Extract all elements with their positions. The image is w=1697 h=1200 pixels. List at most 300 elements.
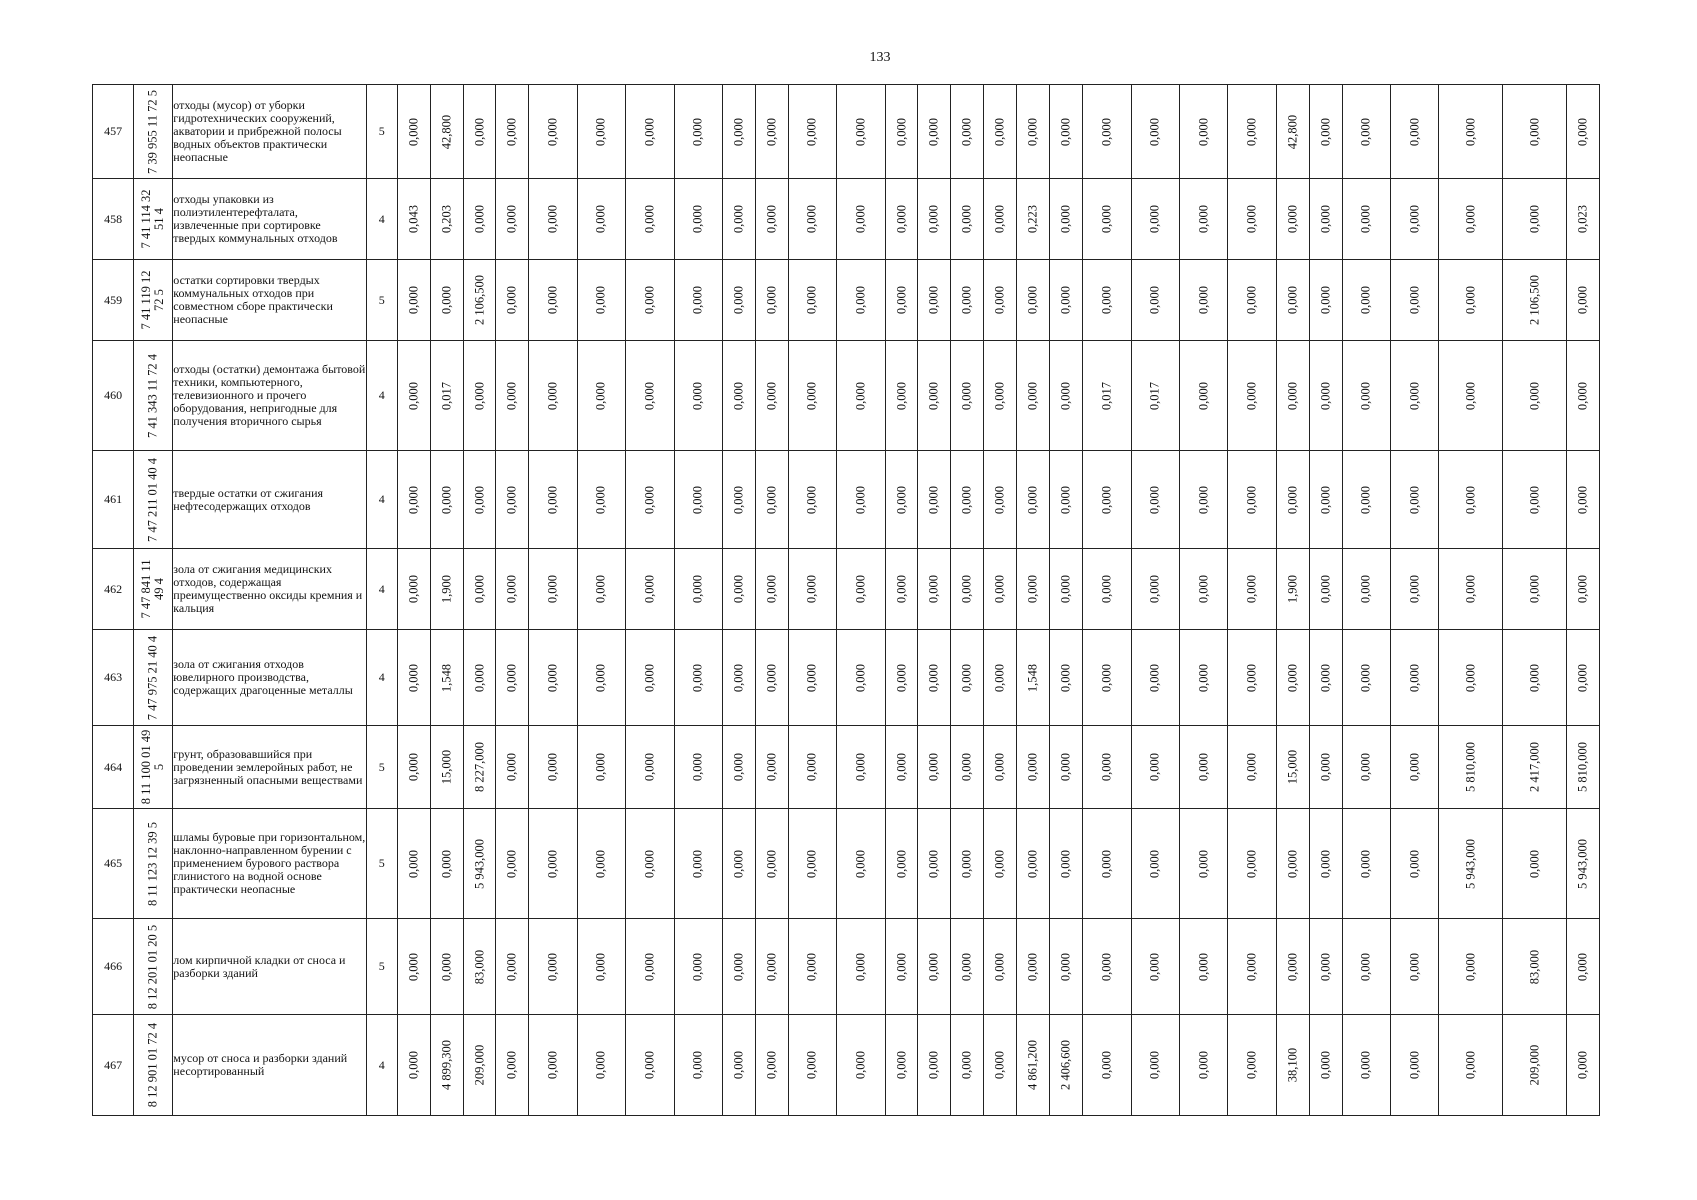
- value-cell: [1179, 179, 1227, 260]
- value-cell: [529, 549, 577, 630]
- value-cell: [1503, 451, 1567, 549]
- value-cell: [837, 1015, 885, 1116]
- value-text: 0,017: [1099, 381, 1114, 410]
- value-cell: [1131, 179, 1179, 260]
- waste-code: 8 11 123 12 39 5: [145, 821, 160, 906]
- value-text: 0,000: [1099, 574, 1114, 604]
- value-text: 0,000: [1318, 285, 1333, 315]
- value-text: 0,000: [959, 1050, 974, 1080]
- value-text: 0,000: [1244, 952, 1259, 981]
- value-cell: [577, 260, 625, 341]
- value-text: 0,000: [1358, 574, 1373, 604]
- value-cell: [885, 1015, 918, 1116]
- value-cell: [1017, 341, 1050, 451]
- value-cell: [674, 549, 722, 630]
- value-text: 0,000: [959, 952, 974, 981]
- value-cell: [1228, 1015, 1276, 1116]
- row-number: 462: [93, 549, 134, 630]
- value-text: 209,000: [1527, 1044, 1542, 1086]
- value-text: 0,000: [1358, 285, 1373, 315]
- value-text: 0,000: [593, 485, 608, 514]
- value-cell: [397, 260, 430, 341]
- value-cell: [1439, 260, 1503, 341]
- value-text: 0,000: [1318, 574, 1333, 604]
- table-row: [93, 919, 1600, 1015]
- value-cell: [837, 260, 885, 341]
- value-text: 0,000: [1527, 485, 1542, 514]
- value-text: 0,000: [1285, 381, 1300, 410]
- value-text: 0,000: [992, 117, 1007, 146]
- value-text: 0,000: [731, 952, 746, 981]
- value-text: 0,000: [472, 574, 487, 604]
- value-cell: [529, 179, 577, 260]
- value-cell: [674, 809, 722, 919]
- value-text: 0,000: [642, 752, 657, 782]
- value-text: 0,000: [1575, 663, 1590, 692]
- value-cell: [1309, 85, 1342, 179]
- value-cell: [885, 809, 918, 919]
- value-text: 0,000: [504, 663, 519, 692]
- value-cell: [755, 1015, 788, 1116]
- waste-code: 7 41 114 32 51 4: [139, 189, 167, 249]
- value-text: 0,000: [406, 485, 421, 514]
- value-text: 0,000: [764, 1050, 779, 1080]
- value-text: 0,000: [1527, 663, 1542, 692]
- value-cell: [1439, 451, 1503, 549]
- value-cell: [837, 809, 885, 919]
- value-text: 0,000: [853, 204, 868, 234]
- value-text: 0,000: [1358, 1050, 1373, 1080]
- value-cell: [755, 85, 788, 179]
- value-cell: [1390, 726, 1438, 809]
- value-cell: [885, 549, 918, 630]
- value-cell: [1503, 85, 1567, 179]
- value-text: 0,000: [642, 1050, 657, 1080]
- value-text: 0,000: [894, 1050, 909, 1080]
- value-cell: [430, 809, 463, 919]
- value-cell: [1342, 726, 1390, 809]
- waste-name: отходы (мусор) от уборки гидротехнических сооружений, акватории и прибрежной полосы водных объектов практически неопасные: [173, 85, 367, 179]
- value-text: 0,000: [406, 663, 421, 692]
- value-cell: [1050, 260, 1083, 341]
- value-text: 0,000: [992, 952, 1007, 981]
- value-cell: [1228, 726, 1276, 809]
- value-cell: [1342, 919, 1390, 1015]
- value-cell: [885, 630, 918, 726]
- value-cell: [755, 549, 788, 630]
- value-cell: [397, 630, 430, 726]
- value-text: 0,043: [406, 204, 421, 234]
- waste-code-cell: [134, 179, 173, 260]
- value-text: 0,000: [731, 381, 746, 410]
- value-cell: [755, 260, 788, 341]
- waste-code: 7 41 119 12 72 5: [139, 270, 167, 330]
- value-cell: [1390, 630, 1438, 726]
- value-cell: [430, 549, 463, 630]
- value-cell: [1390, 260, 1438, 341]
- value-text: 0,000: [1244, 117, 1259, 146]
- value-cell: [1050, 179, 1083, 260]
- value-cell: [885, 179, 918, 260]
- value-text: 0,000: [1058, 752, 1073, 782]
- hazard-class: 5: [366, 85, 397, 179]
- value-cell: [626, 451, 674, 549]
- value-text: 0,000: [1147, 485, 1162, 514]
- value-text: 0,000: [472, 117, 487, 146]
- hazard-class: 4: [366, 179, 397, 260]
- value-cell: [1083, 549, 1131, 630]
- value-text: 0,000: [1575, 485, 1590, 514]
- value-cell: [1566, 260, 1599, 341]
- value-text: 0,000: [439, 285, 454, 315]
- value-text: 0,000: [1058, 285, 1073, 315]
- value-cell: [1179, 451, 1227, 549]
- value-text: 0,000: [992, 663, 1007, 692]
- value-cell: [951, 451, 984, 549]
- value-cell: [1083, 179, 1131, 260]
- value-cell: [397, 1015, 430, 1116]
- value-text: 0,000: [926, 663, 941, 692]
- value-text: 42,800: [439, 114, 454, 149]
- value-text: 83,000: [472, 949, 487, 984]
- value-cell: [984, 260, 1017, 341]
- value-cell: [1276, 85, 1309, 179]
- value-cell: [1566, 451, 1599, 549]
- value-text: 0,000: [1575, 1050, 1590, 1080]
- value-cell: [529, 451, 577, 549]
- value-text: 0,000: [1527, 117, 1542, 146]
- value-text: 0,000: [1407, 574, 1422, 604]
- value-cell: [722, 341, 755, 451]
- value-cell: [1050, 630, 1083, 726]
- value-text: 0,000: [1407, 204, 1422, 234]
- value-cell: [1017, 85, 1050, 179]
- value-text: 1,900: [1285, 574, 1300, 604]
- value-text: 0,000: [1196, 1050, 1211, 1080]
- value-cell: [1503, 630, 1567, 726]
- value-text: 0,000: [804, 381, 819, 410]
- value-cell: [755, 179, 788, 260]
- value-cell: [1179, 549, 1227, 630]
- value-text: 0,000: [690, 574, 705, 604]
- value-text: 0,000: [545, 204, 560, 234]
- row-number: 458: [93, 179, 134, 260]
- value-text: 0,000: [894, 849, 909, 878]
- value-text: 0,000: [1099, 285, 1114, 315]
- value-cell: [1228, 179, 1276, 260]
- value-cell: [496, 919, 529, 1015]
- value-text: 4 861,200: [1025, 1040, 1040, 1090]
- value-text: 0,000: [853, 285, 868, 315]
- value-cell: [1276, 260, 1309, 341]
- value-text: 0,000: [804, 285, 819, 315]
- value-text: 0,000: [690, 285, 705, 315]
- value-text: 5 943,000: [472, 838, 487, 889]
- value-text: 0,000: [545, 663, 560, 692]
- value-cell: [1439, 630, 1503, 726]
- value-cell: [1503, 726, 1567, 809]
- waste-code-cell: [134, 726, 173, 809]
- waste-code: 8 12 901 01 72 4: [145, 1022, 160, 1108]
- value-cell: [1503, 1015, 1567, 1116]
- value-cell: [1179, 726, 1227, 809]
- value-cell: [951, 1015, 984, 1116]
- value-text: 0,000: [853, 574, 868, 604]
- value-text: 0,000: [1058, 485, 1073, 514]
- value-cell: [1131, 809, 1179, 919]
- value-cell: [788, 919, 836, 1015]
- value-cell: [1503, 809, 1567, 919]
- value-text: 0,000: [959, 285, 974, 315]
- value-text: 0,000: [731, 849, 746, 878]
- value-text: 0,000: [1244, 849, 1259, 878]
- value-text: 0,000: [545, 1050, 560, 1080]
- value-text: 0,000: [1196, 574, 1211, 604]
- value-text: 1,548: [439, 663, 454, 692]
- hazard-class: 4: [366, 549, 397, 630]
- value-cell: [1276, 630, 1309, 726]
- value-cell: [430, 341, 463, 451]
- value-cell: [1083, 451, 1131, 549]
- value-text: 0,000: [1463, 381, 1478, 410]
- value-cell: [951, 726, 984, 809]
- value-cell: [397, 809, 430, 919]
- value-cell: [1439, 809, 1503, 919]
- value-cell: [984, 809, 1017, 919]
- value-text: 0,000: [1527, 574, 1542, 604]
- table-row: [93, 260, 1600, 341]
- value-text: 5 810,000: [1575, 742, 1590, 792]
- value-text: 0,000: [1099, 1050, 1114, 1080]
- value-text: 0,000: [1358, 952, 1373, 981]
- value-cell: [1050, 726, 1083, 809]
- value-text: 0,000: [1407, 485, 1422, 514]
- value-text: 0,000: [1358, 752, 1373, 782]
- value-text: 0,000: [406, 1050, 421, 1080]
- waste-name: остатки сортировки твердых коммунальных отходов при совместном сборе практически неопасные: [173, 260, 367, 341]
- value-text: 42,800: [1285, 114, 1300, 149]
- value-cell: [1342, 451, 1390, 549]
- value-cell: [1228, 630, 1276, 726]
- value-cell: [626, 1015, 674, 1116]
- value-cell: [837, 341, 885, 451]
- value-text: 0,000: [1099, 117, 1114, 146]
- table-row: [93, 1015, 1600, 1116]
- value-cell: [397, 179, 430, 260]
- value-text: 0,000: [804, 952, 819, 981]
- value-text: 0,000: [764, 752, 779, 782]
- value-text: 0,000: [731, 1050, 746, 1080]
- value-cell: [1342, 260, 1390, 341]
- value-cell: [984, 630, 1017, 726]
- value-cell: [463, 85, 496, 179]
- value-cell: [529, 919, 577, 1015]
- table-row: [93, 630, 1600, 726]
- value-text: 0,000: [1463, 952, 1478, 981]
- value-cell: [674, 630, 722, 726]
- value-cell: [1309, 630, 1342, 726]
- value-text: 0,000: [1285, 952, 1300, 981]
- value-text: 1,900: [439, 574, 454, 604]
- value-cell: [1050, 341, 1083, 451]
- value-cell: [1276, 726, 1309, 809]
- value-cell: [626, 809, 674, 919]
- value-cell: [496, 549, 529, 630]
- value-text: 0,000: [545, 952, 560, 981]
- value-cell: [1390, 1015, 1438, 1116]
- value-cell: [1131, 549, 1179, 630]
- value-text: 0,000: [1099, 485, 1114, 514]
- value-cell: [1179, 630, 1227, 726]
- value-text: 0,000: [406, 285, 421, 315]
- value-cell: [463, 179, 496, 260]
- value-text: 0,000: [1575, 381, 1590, 410]
- value-cell: [885, 451, 918, 549]
- value-cell: [430, 630, 463, 726]
- waste-code-cell: [134, 809, 173, 919]
- value-text: 0,000: [804, 117, 819, 146]
- value-cell: [1131, 451, 1179, 549]
- value-cell: [951, 260, 984, 341]
- value-cell: [496, 179, 529, 260]
- value-text: 83,000: [1527, 949, 1542, 984]
- value-cell: [626, 919, 674, 1015]
- value-cell: [397, 726, 430, 809]
- value-text: 0,000: [1285, 485, 1300, 514]
- value-cell: [1390, 919, 1438, 1015]
- value-text: 0,000: [1463, 663, 1478, 692]
- value-text: 0,000: [1147, 663, 1162, 692]
- value-cell: [1566, 549, 1599, 630]
- value-cell: [918, 1015, 951, 1116]
- value-cell: [1050, 809, 1083, 919]
- value-text: 0,000: [764, 204, 779, 234]
- value-text: 0,000: [504, 1050, 519, 1080]
- value-cell: [918, 85, 951, 179]
- value-cell: [1276, 549, 1309, 630]
- value-cell: [951, 85, 984, 179]
- value-cell: [430, 85, 463, 179]
- waste-name: шламы буровые при горизонтальном, наклонно-направленном бурении с применением бурового раствора глинистого на водной основе практически неопасные: [173, 809, 367, 919]
- value-text: 0,000: [1196, 285, 1211, 315]
- value-text: 0,000: [992, 574, 1007, 604]
- value-text: 0,000: [992, 1050, 1007, 1080]
- value-cell: [529, 1015, 577, 1116]
- value-text: 0,000: [853, 849, 868, 878]
- value-text: 0,000: [1244, 381, 1259, 410]
- value-cell: [1050, 919, 1083, 1015]
- value-cell: [1390, 179, 1438, 260]
- value-text: 0,000: [472, 204, 487, 234]
- value-text: 0,000: [894, 952, 909, 981]
- value-cell: [722, 919, 755, 1015]
- value-cell: [626, 630, 674, 726]
- value-text: 0,000: [1463, 285, 1478, 315]
- value-text: 0,000: [593, 381, 608, 410]
- value-cell: [885, 85, 918, 179]
- value-text: 0,000: [804, 849, 819, 878]
- value-text: 0,000: [853, 485, 868, 514]
- value-text: 0,000: [593, 663, 608, 692]
- value-text: 0,000: [992, 752, 1007, 782]
- value-cell: [1017, 726, 1050, 809]
- value-text: 0,000: [894, 381, 909, 410]
- value-cell: [755, 919, 788, 1015]
- waste-code: 8 12 201 01 20 5: [145, 924, 160, 1009]
- value-cell: [1276, 179, 1309, 260]
- value-text: 0,000: [690, 381, 705, 410]
- value-text: 0,000: [1196, 117, 1211, 146]
- value-cell: [463, 809, 496, 919]
- value-text: 0,000: [642, 485, 657, 514]
- value-cell: [577, 179, 625, 260]
- value-text: 0,000: [764, 952, 779, 981]
- value-text: 0,000: [894, 752, 909, 782]
- value-cell: [755, 341, 788, 451]
- value-cell: [918, 179, 951, 260]
- value-cell: [722, 726, 755, 809]
- value-text: 0,000: [1147, 952, 1162, 981]
- value-text: 5 810,000: [1463, 742, 1478, 792]
- value-text: 8 227,000: [472, 742, 487, 792]
- row-number: 467: [93, 1015, 134, 1116]
- value-text: 0,000: [504, 574, 519, 604]
- value-cell: [1566, 85, 1599, 179]
- value-text: 0,000: [1244, 1050, 1259, 1080]
- value-cell: [1179, 341, 1227, 451]
- value-text: 0,000: [894, 663, 909, 692]
- value-cell: [1017, 919, 1050, 1015]
- value-cell: [397, 919, 430, 1015]
- value-cell: [1566, 1015, 1599, 1116]
- value-text: 0,000: [1407, 952, 1422, 981]
- value-text: 0,000: [1318, 1050, 1333, 1080]
- value-text: 1,548: [1025, 663, 1040, 692]
- waste-code-cell: [134, 630, 173, 726]
- value-text: 0,000: [926, 117, 941, 146]
- value-cell: [837, 179, 885, 260]
- value-text: 0,000: [992, 485, 1007, 514]
- value-cell: [1228, 260, 1276, 341]
- value-cell: [1276, 919, 1309, 1015]
- value-text: 0,000: [504, 117, 519, 146]
- value-cell: [1083, 630, 1131, 726]
- value-cell: [674, 85, 722, 179]
- value-cell: [674, 1015, 722, 1116]
- value-cell: [885, 919, 918, 1015]
- value-text: 0,000: [1407, 663, 1422, 692]
- value-cell: [1342, 549, 1390, 630]
- waste-name: твердые остатки от сжигания нефтесодержащих отходов: [173, 451, 367, 549]
- hazard-class: 4: [366, 341, 397, 451]
- value-cell: [951, 809, 984, 919]
- value-cell: [1083, 726, 1131, 809]
- value-text: 0,000: [1575, 952, 1590, 981]
- value-text: 0,000: [992, 849, 1007, 878]
- value-cell: [1083, 1015, 1131, 1116]
- value-text: 0,000: [593, 1050, 608, 1080]
- value-text: 0,000: [731, 663, 746, 692]
- value-text: 0,000: [504, 285, 519, 315]
- value-cell: [788, 85, 836, 179]
- value-text: 0,000: [593, 285, 608, 315]
- value-text: 0,000: [690, 1050, 705, 1080]
- value-cell: [674, 179, 722, 260]
- table-row: [93, 451, 1600, 549]
- value-text: 0,000: [406, 849, 421, 878]
- value-text: 0,000: [731, 117, 746, 146]
- table-row: [93, 809, 1600, 919]
